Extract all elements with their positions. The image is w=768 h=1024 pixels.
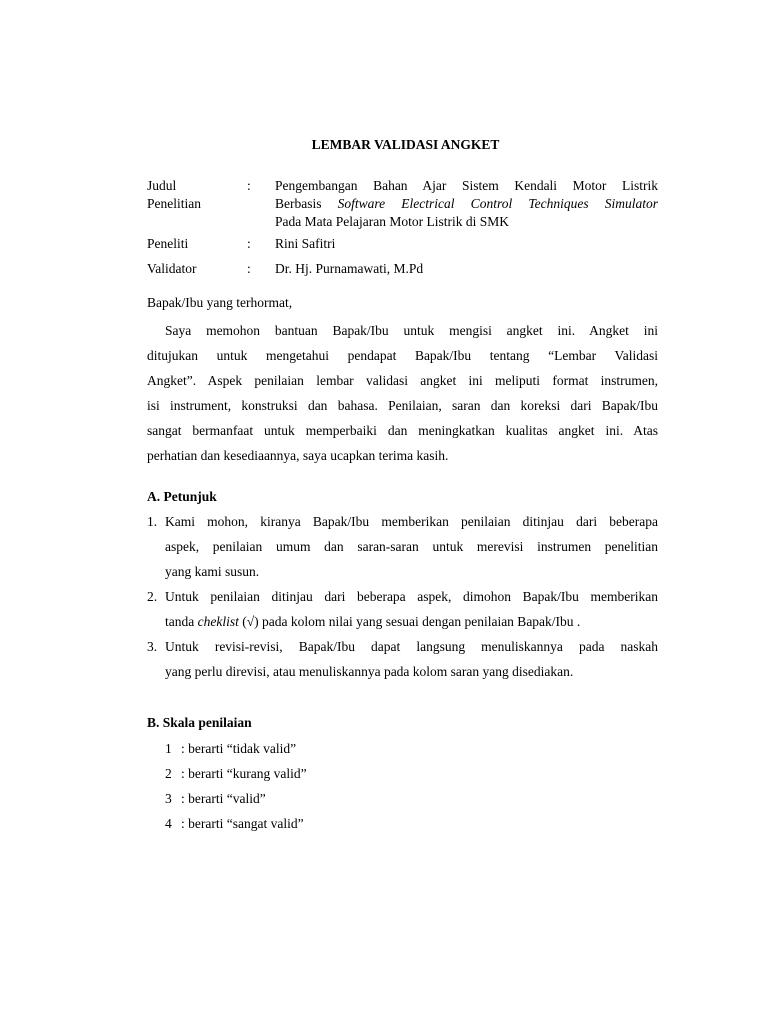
scale-item	[165, 811, 465, 836]
rating-scale-list	[165, 736, 465, 836]
list-item-line: Untuk penilaian ditinjau dari beberapa aspek, dimohon Bapak/Ibu memberikan	[165, 589, 658, 604]
scale-text: : berarti “kurang valid”	[181, 766, 307, 781]
greeting: Bapak/Ibu yang terhormat,	[147, 295, 293, 310]
info-label-validator: Validator	[147, 261, 197, 276]
scale-number: 3	[165, 791, 172, 806]
scale-number: 1	[165, 741, 172, 756]
info-colon-judul: :	[247, 178, 251, 193]
paragraph-line: perhatian dan kesediaannya, saya ucapkan terima kasih.	[147, 448, 449, 463]
info-value-peneliti: Rini Safitri	[275, 236, 336, 251]
list-item	[147, 509, 658, 584]
list-item-text	[165, 584, 658, 634]
list-item-line-italic: cheklist	[197, 614, 239, 629]
page-title: LEMBAR VALIDASI ANGKET	[311, 137, 500, 152]
info-colon-validator: :	[247, 261, 251, 276]
judul-label-line-1: Judul	[147, 178, 177, 193]
scale-item	[165, 761, 465, 786]
paragraph-line: sangat bermanfaat untuk memperbaiki dan meningkatkan kualitas angket ini. Atas	[147, 423, 658, 438]
list-item-text	[165, 509, 658, 584]
list-item-line-prefix: tanda	[165, 614, 198, 629]
scale-item	[165, 736, 465, 761]
paragraph-line: Saya memohon bantuan Bapak/Ibu untuk mengisi angket ini. Angket ini	[165, 323, 658, 338]
paragraph-line: isi instrument, konstruksi dan bahasa. Penilaian, saran dan koreksi dari Bapak/Ibu	[147, 398, 658, 413]
list-item-line: yang perlu direvisi, atau menuliskannya pada kolom saran yang disediakan.	[165, 664, 574, 679]
judul-line-2	[275, 195, 658, 213]
scale-text: : berarti “tidak valid”	[181, 741, 297, 756]
info-colon-peneliti: :	[247, 236, 251, 251]
list-item-number: 1.	[147, 514, 158, 529]
info-label-judul	[147, 177, 242, 213]
scale-item	[165, 786, 465, 811]
list-item	[147, 634, 658, 684]
judul-line-2-italic: Software Electrical Control Techniques Simulator	[337, 196, 658, 211]
list-item-number: 2.	[147, 589, 158, 604]
judul-line-3: Pada Mata Pelajaran Motor Listrik di SMK	[275, 214, 509, 229]
petunjuk-list	[147, 509, 658, 684]
list-item-line: Untuk revisi-revisi, Bapak/Ibu dapat langsung menuliskannya pada naskah	[165, 639, 658, 654]
list-item-line: yang kami susun.	[165, 564, 260, 579]
list-item-text	[165, 634, 658, 684]
info-value-judul	[275, 177, 658, 231]
list-item-line: Kami mohon, kiranya Bapak/Ibu memberikan penilaian ditinjau dari beberapa	[165, 514, 658, 529]
paragraph-line: Angket”. Aspek penilaian lembar validasi angket ini meliputi format instrumen,	[147, 373, 658, 388]
intro-paragraph	[147, 318, 658, 468]
paragraph-line: ditujukan untuk mengetahui pendapat Bapak/Ibu tentang “Lembar Validasi	[147, 348, 658, 363]
scale-text: : berarti “sangat valid”	[181, 816, 304, 831]
list-item-line: aspek, penilaian umum dan saran-saran untuk merevisi instrumen penelitian	[165, 539, 658, 554]
list-item-line-suffix: (√) pada kolom nilai yang sesuai dengan penilaian Bapak/Ibu .	[238, 614, 581, 629]
judul-line-2-prefix: Berbasis	[275, 196, 322, 211]
section-a-heading: A. Petunjuk	[147, 489, 217, 504]
scale-number: 4	[165, 816, 172, 831]
judul-line-1: Pengembangan Bahan Ajar Sistem Kendali Motor Listrik	[275, 178, 658, 193]
judul-label-line-2: Penelitian	[147, 196, 201, 211]
list-item	[147, 584, 658, 634]
info-value-validator: Dr. Hj. Purnamawati, M.Pd	[275, 261, 424, 276]
scale-text: : berarti “valid”	[181, 791, 266, 806]
list-item-line	[165, 609, 658, 634]
info-label-peneliti: Peneliti	[147, 236, 189, 251]
list-item-number: 3.	[147, 639, 158, 654]
scale-number: 2	[165, 766, 172, 781]
section-b-heading: B. Skala penilaian	[147, 715, 252, 730]
